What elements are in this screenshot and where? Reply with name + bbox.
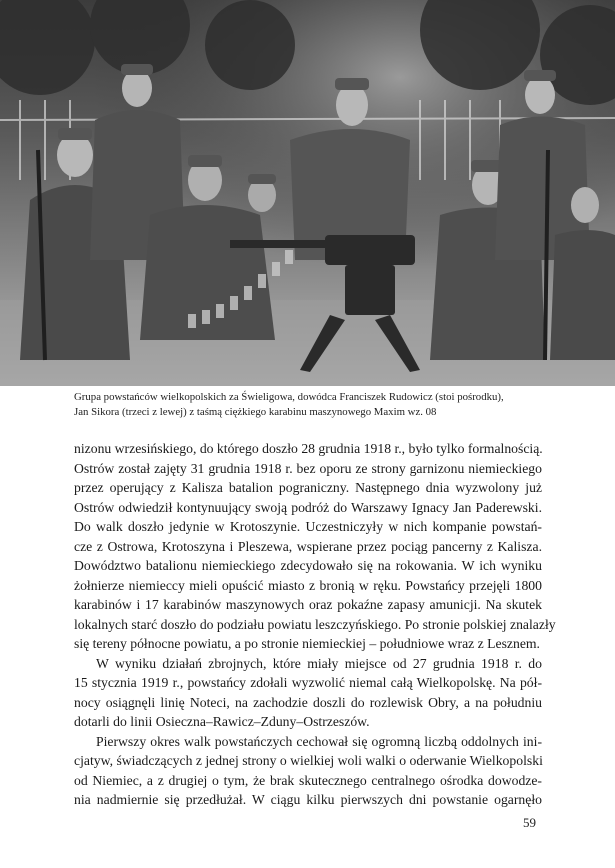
text-line: karabinów i 17 karabinów maszynowych oraz pokaźne zapasy amunicji. Na skutek [74,597,542,612]
text-line: 15 stycznia 1919 r., powstańcy zdołali wyzwolić niemal całą Wielkopolskę. Na pół- [74,675,542,690]
text-line: cjatyw, świadczących z jednej strony o wielkiej woli walki o oderwanie Wielkopolski [74,753,543,768]
caption-line: Jan Sikora (trzeci z lewej) z taśmą ciężkiego karabinu maszynowego Maxim wz. 08 [74,405,437,418]
text-line: lokalnych starć doszło do podziału powiatu leszczyńskiego. Po stronie polskiej znalazły [74,616,556,632]
text-line: Ostrów odwiedził kontynuujący swoją podróż do Warszawy Ignacy Jan Paderewski. [74,499,542,515]
photo-caption [74,390,544,419]
text-line: od Niemiec, a z drugiej o tym, że brak skutecznego centralnego ośrodka dowodze- [74,772,542,788]
text-line: Do walk doszło jedynie w Krotoszynie. Uczestniczyły w nich kompanie powstań- [74,519,542,534]
historical-photograph [0,0,615,386]
text-line: przez operujący z Kalisza batalion pograniczny. Następnego dnia wyzwolony już [74,480,542,495]
text-line: Pierwszy okres walk powstańczych cechował się ogromną liczbą oddolnych ini- [96,733,542,749]
text-line: cze z Ostrowa, Krotoszyna i Pleszewa, wspierane przez pociąg pancerny z Kalisza. [74,538,542,554]
page-number: 59 [523,815,536,830]
text-line: nizonu wrzesińskiego, do którego doszło 28 grudnia 1918 r., było tylko formalnością. [74,441,543,456]
text-line: W wyniku działań zbrojnych, które miały miejsce od 27 grudnia 1918 r. do [96,655,542,671]
text-line: dotarli do linii Osieczna–Rawicz–Zduny–Ostrzeszów. [74,714,370,729]
text-line: nia nadmiernie się przedłużał. W ciągu kilku pierwszych dni powstanie ogarnęło [74,792,542,807]
text-line: Dowództwo batalionu niemieckiego zdecydowało się na rokowania. W ich wyniku [74,558,542,573]
caption-line: Grupa powstańców wielkopolskich za Świeligowa, dowódca Franciszek Rudowicz (stoi pośrodku), [74,391,504,403]
text-line: Ostrów został zajęty 31 grudnia 1918 r. bez oporu ze strony garnizonu niemieckiego [74,460,542,476]
text-line: żołnierze niemieccy mieli opuścić miasto z bronią w ręku. Powstańcy przejęli 1800 [74,577,542,593]
text-line: nocy osiągnęli linię Noteci, na zachodzie doszli do rozlewisk Obry, a na południu [74,694,542,710]
text-line: się tereny północne powiatu, a po stronie niemieckiej – południowe wraz z Lesznem. [74,636,540,651]
body-text [74,439,556,810]
